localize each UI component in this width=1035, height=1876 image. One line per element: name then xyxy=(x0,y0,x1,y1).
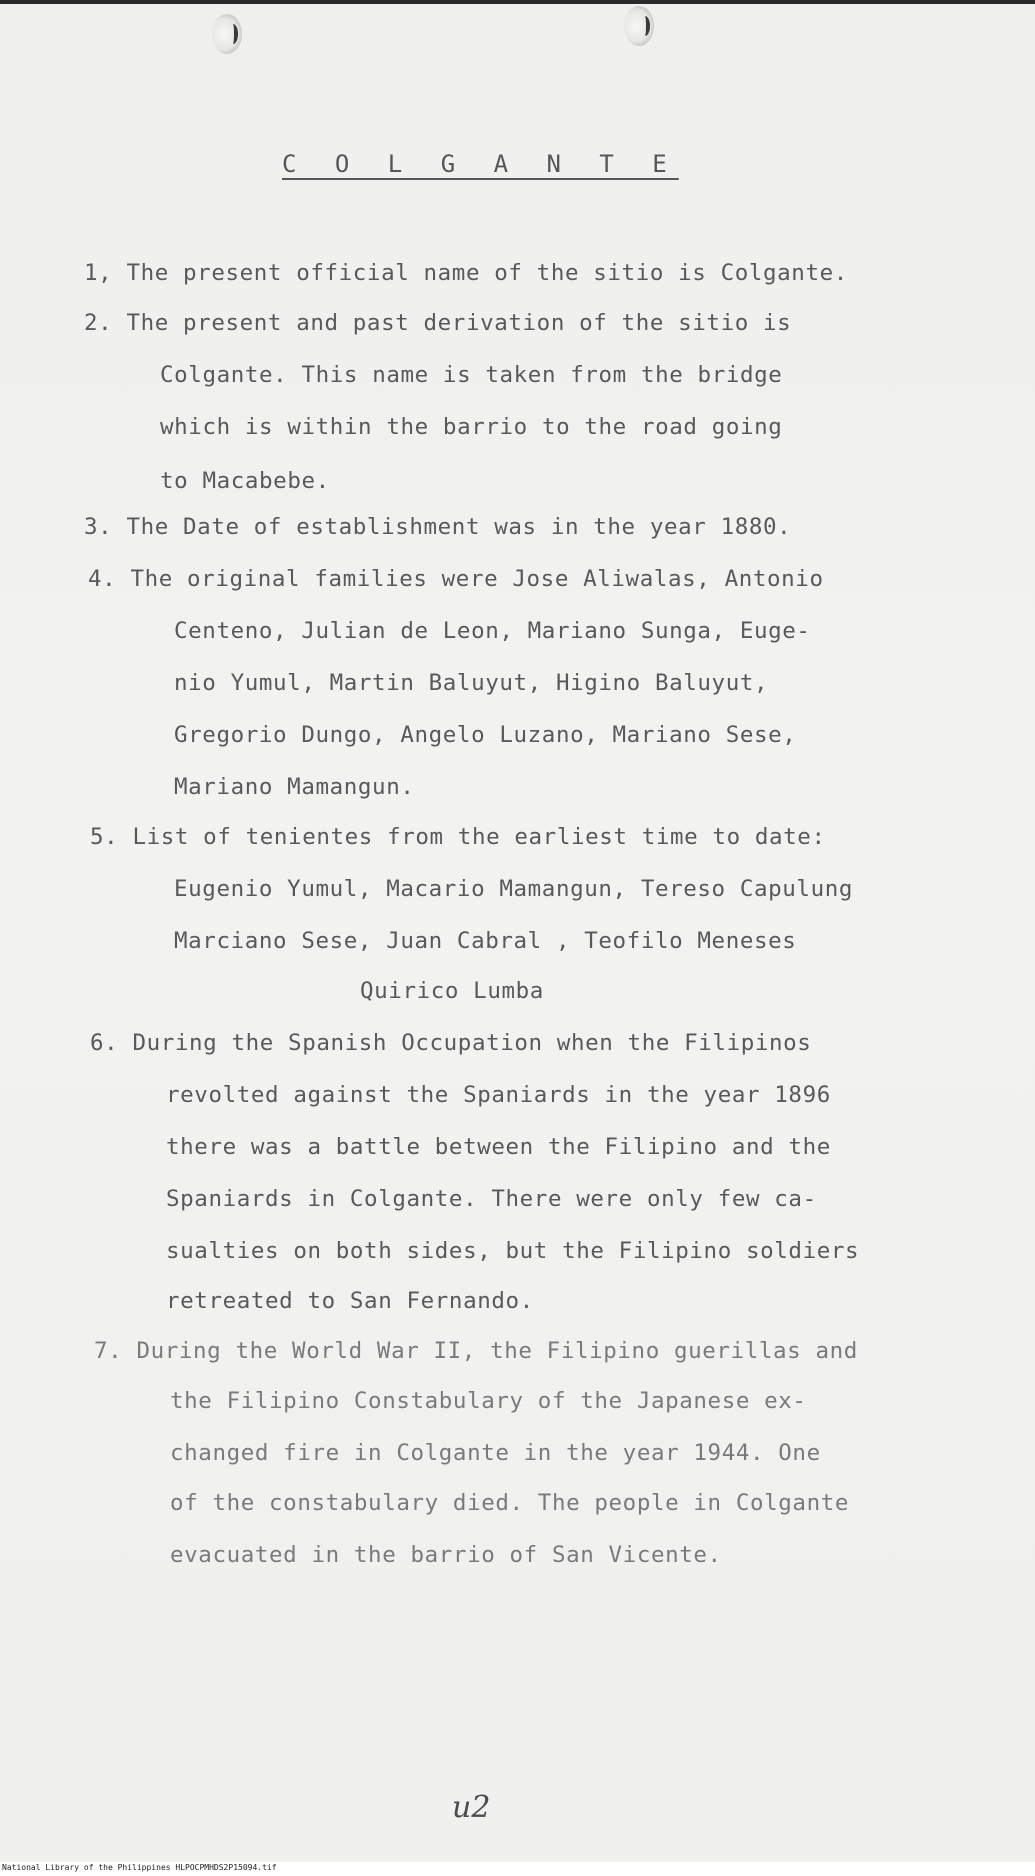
line-item-6-cont-1: revolted against the Spaniards in the year 1896 xyxy=(166,1082,831,1108)
line-item-7-cont-4: evacuated in the barrio of San Vicente. xyxy=(170,1542,722,1568)
line-item-4-cont-1: Centeno, Julian de Leon, Mariano Sunga, Euge- xyxy=(174,618,811,644)
line-item-4-cont-4: Mariano Mamangun. xyxy=(174,774,415,800)
line-item-2-cont-2: which is within the barrio to the road going xyxy=(160,414,783,440)
handwritten-page-mark: u2 xyxy=(452,1790,491,1825)
line-item-6-cont-2: there was a battle between the Filipino and the xyxy=(166,1134,831,1160)
line-item-7-cont-1: the Filipino Constabulary of the Japanese ex- xyxy=(170,1388,807,1414)
punch-hole-left xyxy=(212,14,242,54)
line-item-7: 7. During the World War II, the Filipino guerillas and xyxy=(94,1338,858,1364)
line-item-6-cont-4: sualties on both sides, but the Filipino soldiers xyxy=(166,1238,860,1264)
line-item-6: 6. During the Spanish Occupation when the Filipinos xyxy=(90,1030,812,1056)
line-item-7-cont-2: changed fire in Colgante in the year 1944. One xyxy=(170,1440,821,1466)
punch-hole-right xyxy=(624,6,654,46)
line-item-2: 2. The present and past derivation of the sitio is xyxy=(84,310,792,336)
line-item-4: 4. The original families were Jose Aliwalas, Antonio xyxy=(88,566,824,592)
line-item-7-cont-3: of the constabulary died. The people in Colgante xyxy=(170,1490,850,1516)
line-item-5: 5. List of tenientes from the earliest time to date: xyxy=(90,824,826,850)
line-item-3: 3. The Date of establishment was in the year 1880. xyxy=(84,514,792,540)
line-item-5-cont-2: Marciano Sese, Juan Cabral , Teofilo Meneses xyxy=(174,928,797,954)
footer-caption: National Library of the Philippines HLPOCPMHDS2P15094.tif xyxy=(2,1863,277,1872)
line-item-5-cont-3: Quirico Lumba xyxy=(360,978,544,1004)
line-item-2-cont-3: to Macabebe. xyxy=(160,468,330,494)
line-item-6-cont-3: Spaniards in Colgante. There were only few ca- xyxy=(166,1186,817,1212)
line-item-2-cont-1: Colgante. This name is taken from the bridge xyxy=(160,362,783,388)
line-item-4-cont-3: Gregorio Dungo, Angelo Luzano, Mariano Sese, xyxy=(174,722,797,748)
line-item-6-cont-5: retreated to San Fernando. xyxy=(166,1288,534,1314)
line-item-4-cont-2: nio Yumul, Martin Baluyut, Higino Baluyut, xyxy=(174,670,769,696)
document-title: C O L G A N T E xyxy=(282,150,679,178)
line-item-1: 1, The present official name of the sitio is Colgante. xyxy=(84,260,848,286)
line-item-5-cont-1: Eugenio Yumul, Macario Mamangun, Tereso Capulung xyxy=(174,876,854,902)
